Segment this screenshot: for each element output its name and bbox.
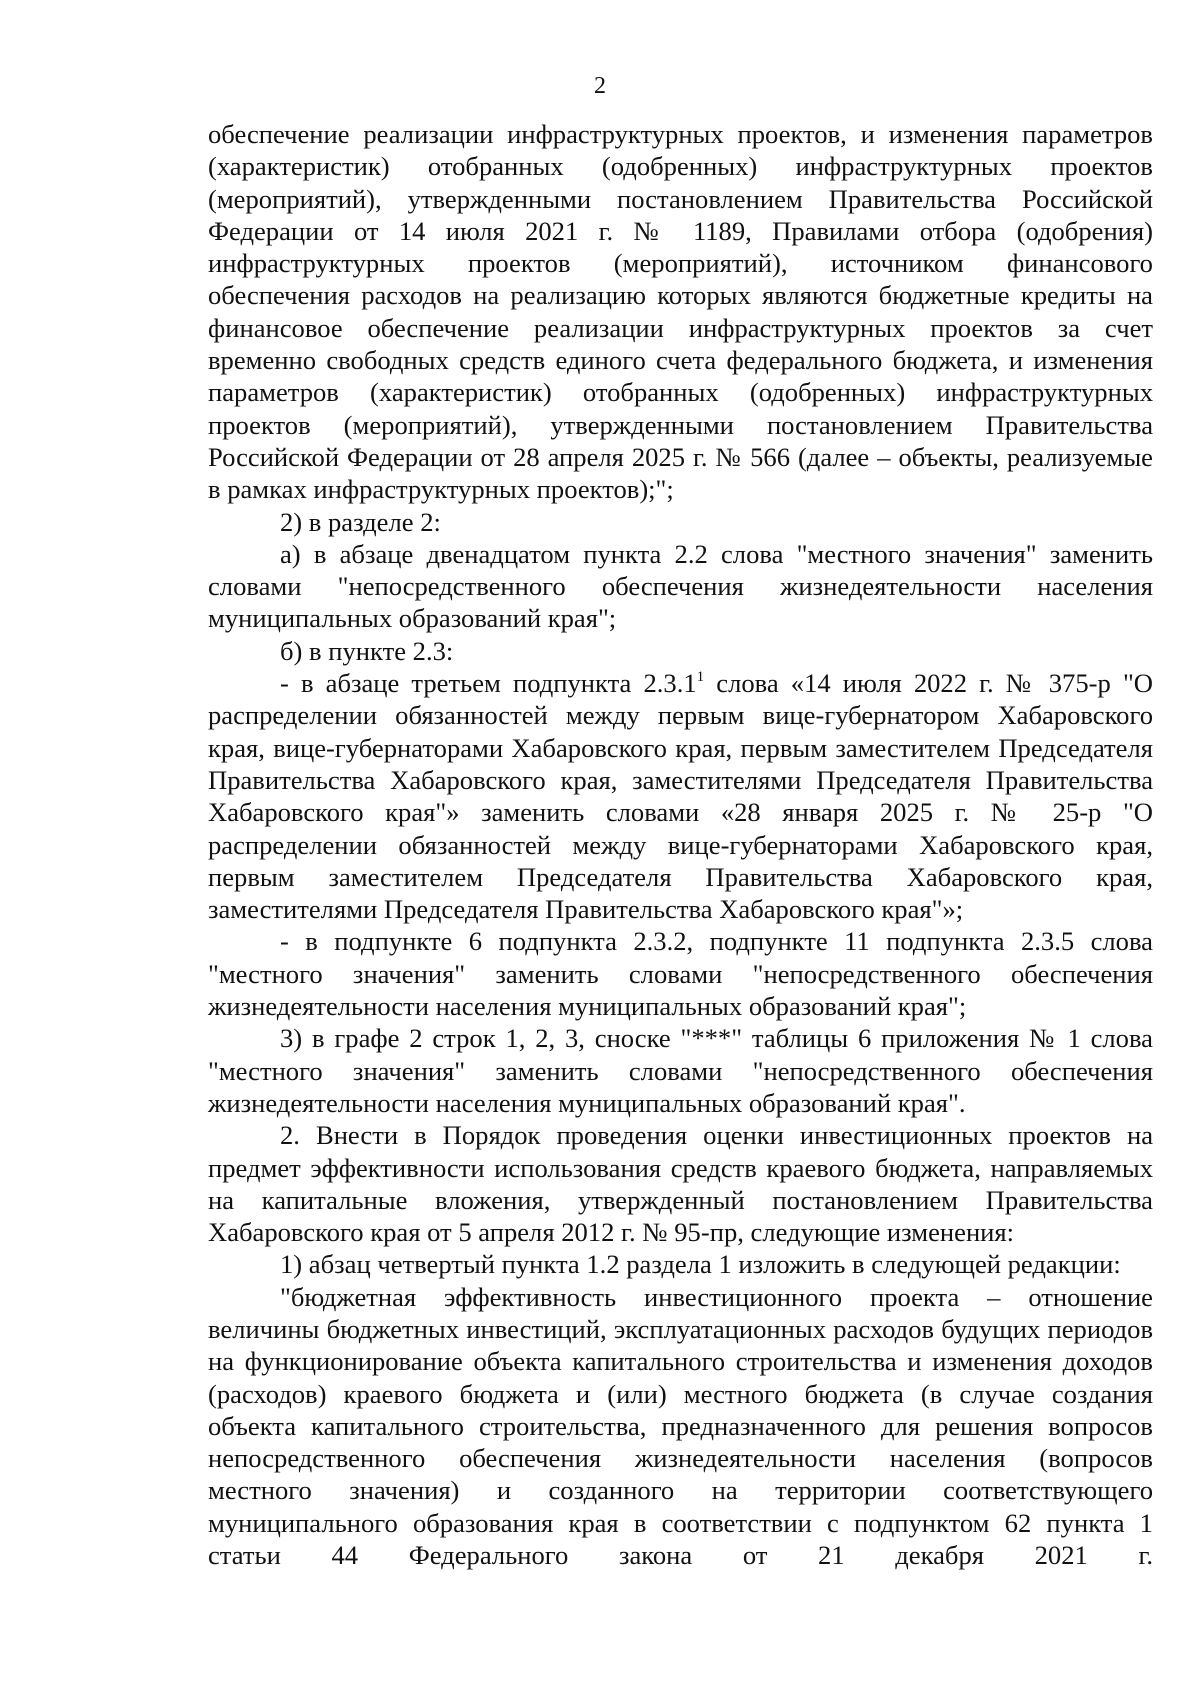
text-line: "О распределении обязанностей между вице-губернаторами Хабаровского xyxy=(208,797,1153,860)
text-line: инфраструктурных проектов (мероприятий), утвержденными постановлением xyxy=(208,377,1153,440)
text-line: а) в абзаце двенадцатом пункта 2.2 слова "местного значения" заменить xyxy=(280,538,1153,569)
text-line: 1) абзац четвертый пункта 1.2 раздела 1 изложить в следующей редакции: xyxy=(280,1249,1121,1280)
paragraph xyxy=(208,538,1153,635)
text-line: на капитальные вложения, утвержденный постановлением Правительства xyxy=(208,1184,1153,1215)
paragraph xyxy=(208,635,1153,667)
text-line: Российской Федерации от 14 июля 2021 г. № 1189, Правилами отбора xyxy=(208,183,1153,246)
text-line: 3) в графе 2 строк 1, 2, 3, сноске "***" таблицы 6 приложения № 1 xyxy=(280,1023,1081,1054)
text-line: Председателя Правительства Хабаровского края, заместителями Председателя xyxy=(208,732,1153,795)
text-line: подпунктом 62 пункта 1 статьи 44 Федерального закона от 21 декабря 2021 г. xyxy=(208,1507,1153,1571)
text-line-tail: слова «14 июля 2022 г. № 375-р xyxy=(704,668,1111,699)
text-line: параметров (характеристик) отобранных (одобренных) инфраструктурных xyxy=(208,119,1153,182)
text-line: изменения доходов (расходов) краевого бюджета и (или) местного бюджета xyxy=(208,1346,1153,1409)
text-line: жизнедеятельности населения муниципальных образований края"; xyxy=(208,991,967,1022)
paragraph xyxy=(208,1022,1153,1119)
text-line: объекты, реализуемые в рамках инфраструктурных проектов);"; xyxy=(208,441,1153,505)
text-line: соответствующего муниципального образования края в соответствии с xyxy=(208,1475,1153,1538)
text-line: жизнедеятельности населения муниципальных образований края". xyxy=(208,1087,966,1118)
text-line: населения (вопросов местного значения) и созданного на территории xyxy=(208,1443,1153,1506)
text-line: периодов на функционирование объекта капитального строительства и xyxy=(208,1313,1153,1377)
text-line: для решения вопросов непосредственного обеспечения жизнедеятельности xyxy=(208,1410,1153,1474)
text-line: Правительства Хабаровского края"» заменить словами «28 января 2025 г. № 25-р xyxy=(208,764,1153,828)
text-line: обеспечение реализации инфраструктурных проектов, и изменения xyxy=(208,119,1009,149)
text-line: края, вице-губернаторами Хабаровского края, первым заместителем xyxy=(208,732,991,763)
paragraph xyxy=(208,506,1153,538)
text-line: - в абзаце третьем подпункта 2.3.1 xyxy=(280,668,697,699)
paragraph xyxy=(208,1281,1153,1572)
document-body xyxy=(208,118,1153,1571)
text-line: бюджетные кредиты на финансовое обеспечение реализации инфраструктурных xyxy=(208,280,1153,343)
text-line: финансового обеспечения расходов на реализацию которых являются xyxy=(208,248,1153,311)
text-line: (одобрения) инфраструктурных проектов (мероприятий), источником xyxy=(208,215,1153,279)
superscript-marker: 1 xyxy=(696,669,705,686)
text-line: 2. Внести в Порядок проведения оценки инвестиционных проектов на xyxy=(280,1120,1153,1151)
text-line: 2) в разделе 2: xyxy=(280,506,441,537)
text-line: края, первым заместителем Председателя Правительства Хабаровского края, xyxy=(208,829,1153,892)
text-line: слова "местного значения" заменить словами "непосредственного обеспечения xyxy=(208,1023,1153,1086)
paragraph xyxy=(208,118,1153,506)
text-line: предмет эффективности использования средств краевого бюджета, направляемых xyxy=(208,1152,1153,1183)
text-line: муниципальных образований края"; xyxy=(208,603,617,634)
paragraph xyxy=(208,667,1153,925)
text-line: (в случае создания объекта капитального строительства, предназначенного xyxy=(208,1378,1154,1441)
text-line: Хабаровского края от 5 апреля 2012 г. № 95-пр, следующие изменения: xyxy=(208,1217,1015,1248)
text-line: словами "непосредственного обеспечения жизнедеятельности населения xyxy=(208,571,1153,602)
text-line: "бюджетная эффективность инвестиционного проекта – отношение xyxy=(280,1281,1153,1312)
text-line: проектов (мероприятий), утвержденными постановлением Правительства xyxy=(208,151,1153,214)
paragraph xyxy=(208,1248,1153,1280)
text-line: бюджета, и изменения параметров (характеристик) отобранных (одобренных) xyxy=(208,345,1153,408)
text-line: проектов за счет временно свободных средств единого счета федерального xyxy=(208,312,1154,376)
paragraph xyxy=(208,1119,1153,1248)
text-line: заместителями Председателя Правительства Хабаровского края"»; xyxy=(208,894,964,925)
paragraph xyxy=(208,925,1153,1022)
text-line: - в подпункте 6 подпункта 2.3.2, подпункте 11 подпункта 2.3.5 слова xyxy=(280,926,1153,957)
text-line: величины бюджетных инвестиций, эксплуатационных расходов будущих xyxy=(208,1313,1041,1344)
text-line: б) в пункте 2.3: xyxy=(280,635,454,666)
page-number: 2 xyxy=(594,73,606,99)
text-line: Правительства Российской Федерации от 28 апреля 2025 г. № 566 (далее – xyxy=(208,409,1153,472)
text-line: "местного значения" заменить словами "непосредственного обеспечения xyxy=(208,958,1153,989)
text-line: "О распределении обязанностей между первым вице-губернатором Хабаровского xyxy=(208,668,1153,731)
